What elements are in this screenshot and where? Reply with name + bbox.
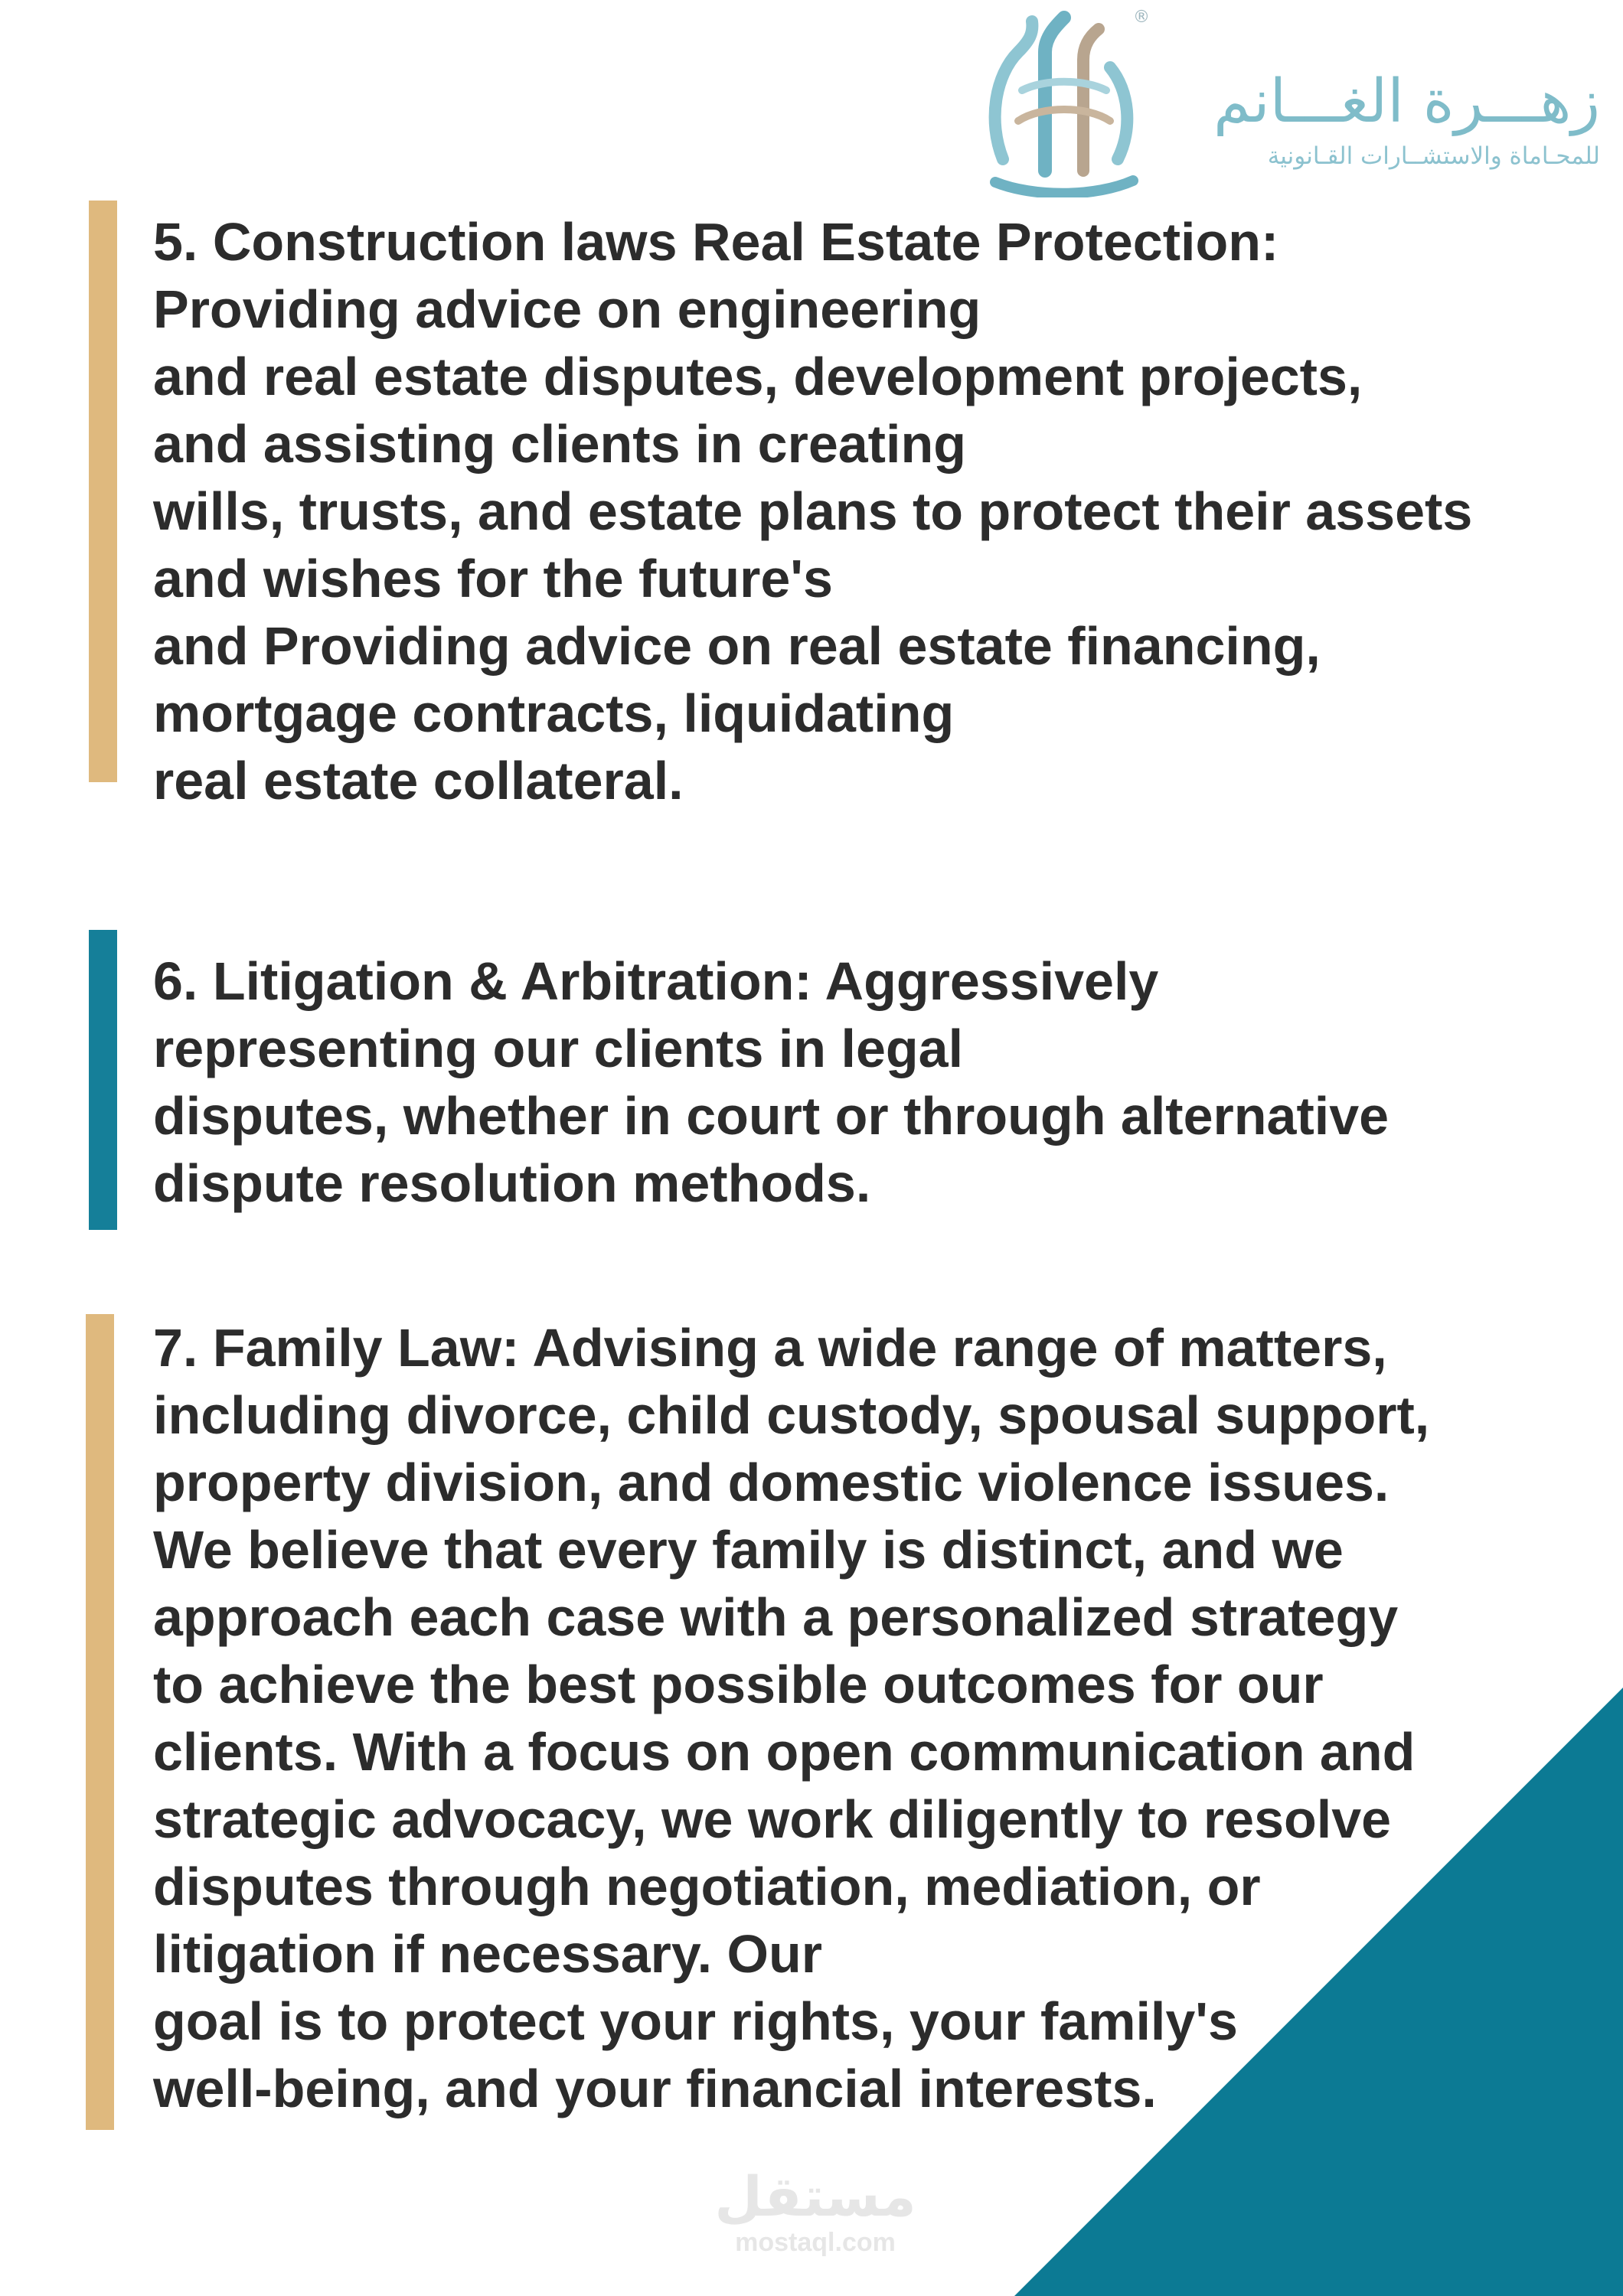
text-line: and wishes for the future's [153,549,833,608]
text-line: including divorce, child custody, spousal support, [153,1385,1430,1445]
text-line: mortgage contracts, liquidating [153,683,955,743]
section-accent-bar [89,201,117,782]
text-line: real estate collateral. [153,751,684,810]
text-line: disputes through negotiation, mediation, or [153,1857,1261,1916]
text-line: 6. Litigation & Arbitration: Aggressively [153,951,1159,1011]
text-line: wills, trusts, and estate plans to protect their assets [153,481,1473,541]
section-text [153,947,1612,1217]
text-line: dispute resolution methods. [153,1153,871,1213]
text-line: approach each case with a personalized strategy [153,1587,1399,1647]
text-line: goal is to protect your rights, your family's [153,1991,1238,2051]
text-line: 5. Construction laws Real Estate Protection: [153,212,1279,272]
text-line: 7. Family Law: Advising a wide range of matters, [153,1318,1387,1378]
section-text [153,1314,1612,2122]
section-text [153,208,1612,814]
text-line: representing our clients in legal [153,1019,964,1078]
mostaql-watermark [689,2166,942,2258]
text-line: and assisting clients in creating [153,414,966,474]
text-line: well-being, and your financial interests. [153,2059,1157,2118]
text-line: strategic advocacy, we work diligently to resolve [153,1789,1392,1849]
logo-arabic-name: زهـــرة الغـــانم [1213,67,1600,136]
company-logo [972,6,1615,197]
text-line: property division, and domestic violence issues. [153,1453,1390,1512]
section-accent-bar [86,1314,114,2130]
text-line: to achieve the best possible outcomes for our [153,1655,1324,1714]
section-accent-bar [89,930,117,1230]
logo-arabic-tagline: للمحـاماة والاستشــارات القـانونية [1267,142,1600,170]
text-line: litigation if necessary. Our [153,1924,822,1984]
text-line: disputes, whether in court or through alternative [153,1086,1390,1146]
registered-trademark-mark: ® [1133,8,1150,27]
text-line: We believe that every family is distinct, and we [153,1520,1344,1580]
text-line: clients. With a focus on open communication and [153,1722,1416,1782]
watermark-arabic: مستقل [714,2164,916,2229]
text-line: and Providing advice on real estate financing, [153,616,1321,676]
text-line: and real estate disputes, development projects, [153,347,1363,406]
logo-emblem-icon [972,6,1156,197]
watermark-latin: mostaql.com [735,2228,896,2257]
text-line: Providing advice on engineering [153,279,981,339]
